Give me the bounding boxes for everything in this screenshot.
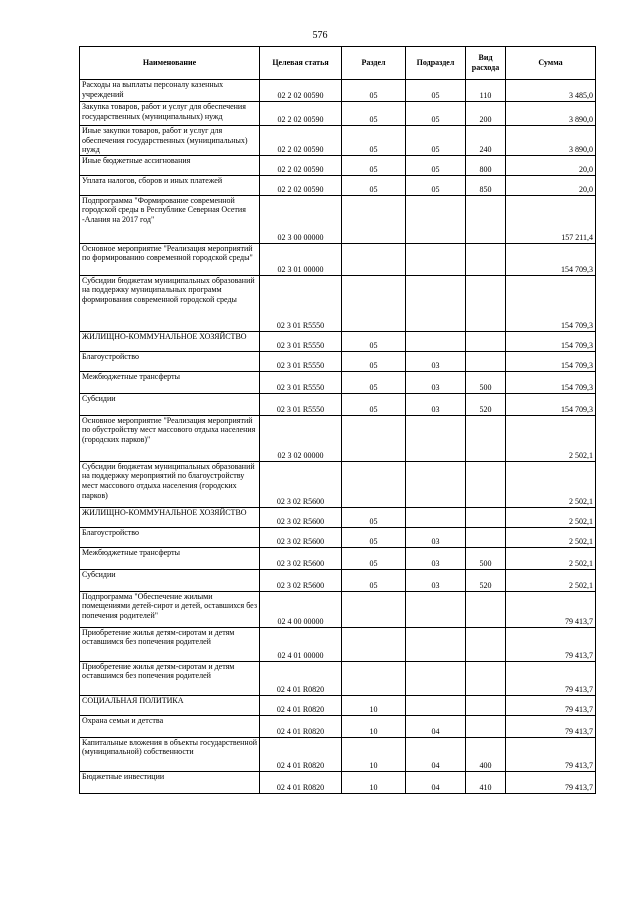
row-code: 02 4 01 R0820 xyxy=(260,771,342,793)
row-type: 200 xyxy=(466,102,506,126)
table-row xyxy=(80,155,596,175)
row-section xyxy=(342,243,406,275)
row-sum: 154 709,3 xyxy=(506,371,596,393)
page-number: 576 xyxy=(312,30,328,41)
row-section: 05 xyxy=(342,569,406,591)
table-row xyxy=(80,331,596,351)
row-name: СОЦИАЛЬНАЯ ПОЛИТИКА xyxy=(80,695,260,715)
row-type: 520 xyxy=(466,393,506,415)
row-sum: 79 413,7 xyxy=(506,591,596,627)
row-sum: 154 709,3 xyxy=(506,351,596,371)
row-type xyxy=(466,461,506,507)
row-sum: 20,0 xyxy=(506,155,596,175)
table-row xyxy=(80,126,596,156)
row-section: 05 xyxy=(342,175,406,195)
row-section xyxy=(342,661,406,695)
row-code: 02 3 01 R5550 xyxy=(260,275,342,331)
row-type xyxy=(466,415,506,461)
table-row xyxy=(80,527,596,547)
row-subsection: 03 xyxy=(406,371,466,393)
row-type xyxy=(466,627,506,661)
table-row xyxy=(80,771,596,793)
row-name: Подпрограмма "Обеспечение жилыми помещениями детей-сирот и детей, оставшихся без попечения родителей" xyxy=(80,591,260,627)
table-row xyxy=(80,591,596,627)
row-subsection: 05 xyxy=(406,126,466,156)
row-code: 02 2 02 00590 xyxy=(260,102,342,126)
row-name: Приобретение жилья детям-сиротам и детям оставшимся без попечения родителей xyxy=(80,661,260,695)
row-section: 05 xyxy=(342,126,406,156)
row-type xyxy=(466,661,506,695)
row-name: ЖИЛИЩНО-КОММУНАЛЬНОЕ ХОЗЯЙСТВО xyxy=(80,331,260,351)
row-name: Субсидии xyxy=(80,569,260,591)
row-sum: 79 413,7 xyxy=(506,771,596,793)
row-type: 800 xyxy=(466,155,506,175)
row-name: Основное мероприятие "Реализация мероприятий по формированию современной городской среды" xyxy=(80,243,260,275)
row-section: 05 xyxy=(342,507,406,527)
table-row xyxy=(80,661,596,695)
row-sum: 2 502,1 xyxy=(506,415,596,461)
table-row xyxy=(80,627,596,661)
table-row xyxy=(80,175,596,195)
table-row xyxy=(80,371,596,393)
row-type xyxy=(466,275,506,331)
row-sum: 20,0 xyxy=(506,175,596,195)
row-type: 110 xyxy=(466,80,506,102)
table-row xyxy=(80,547,596,569)
row-sum: 154 709,3 xyxy=(506,331,596,351)
row-subsection: 05 xyxy=(406,155,466,175)
row-name: Иные закупки товаров, работ и услуг для обеспечения государственных (муниципальных) нужд xyxy=(80,126,260,156)
row-section xyxy=(342,275,406,331)
row-type: 410 xyxy=(466,771,506,793)
table-body xyxy=(80,80,596,794)
row-sum: 79 413,7 xyxy=(506,695,596,715)
row-code: 02 3 02 R5600 xyxy=(260,507,342,527)
row-code: 02 3 02 R5600 xyxy=(260,527,342,547)
row-type: 520 xyxy=(466,569,506,591)
table-row xyxy=(80,393,596,415)
row-type: 400 xyxy=(466,737,506,771)
row-code: 02 4 01 R0820 xyxy=(260,737,342,771)
row-type xyxy=(466,507,506,527)
table-row xyxy=(80,351,596,371)
row-name: Охрана семьи и детства xyxy=(80,715,260,737)
row-section xyxy=(342,627,406,661)
table-row xyxy=(80,569,596,591)
row-code: 02 2 02 00590 xyxy=(260,80,342,102)
row-subsection xyxy=(406,331,466,351)
row-section: 10 xyxy=(342,737,406,771)
row-name: Закупка товаров, работ и услуг для обеспечения государственных (муниципальных) нужд xyxy=(80,102,260,126)
row-code: 02 4 01 R0820 xyxy=(260,715,342,737)
row-subsection: 04 xyxy=(406,715,466,737)
row-subsection xyxy=(406,591,466,627)
row-section: 10 xyxy=(342,715,406,737)
budget-table xyxy=(79,46,596,794)
row-code: 02 4 00 00000 xyxy=(260,591,342,627)
table-row xyxy=(80,415,596,461)
row-section: 10 xyxy=(342,695,406,715)
row-section xyxy=(342,461,406,507)
row-sum: 157 211,4 xyxy=(506,195,596,243)
row-code: 02 4 01 R0820 xyxy=(260,661,342,695)
row-section: 10 xyxy=(342,771,406,793)
row-sum: 79 413,7 xyxy=(506,661,596,695)
row-name: Иные бюджетные ассигнования xyxy=(80,155,260,175)
row-name: ЖИЛИЩНО-КОММУНАЛЬНОЕ ХОЗЯЙСТВО xyxy=(80,507,260,527)
row-section: 05 xyxy=(342,393,406,415)
row-section: 05 xyxy=(342,331,406,351)
row-sum: 79 413,7 xyxy=(506,715,596,737)
row-section: 05 xyxy=(342,351,406,371)
row-subsection: 03 xyxy=(406,569,466,591)
row-type xyxy=(466,695,506,715)
row-name: Капитальные вложения в объекты государственной (муниципальной) собственности xyxy=(80,737,260,771)
row-type xyxy=(466,591,506,627)
row-sum: 154 709,3 xyxy=(506,243,596,275)
row-sum: 3 485,0 xyxy=(506,80,596,102)
row-type: 850 xyxy=(466,175,506,195)
row-type xyxy=(466,331,506,351)
row-sum: 154 709,3 xyxy=(506,275,596,331)
table-row xyxy=(80,695,596,715)
row-name: Благоустройство xyxy=(80,351,260,371)
row-sum: 2 502,1 xyxy=(506,527,596,547)
table-header-row xyxy=(80,47,596,80)
table-row xyxy=(80,243,596,275)
row-code: 02 3 01 R5550 xyxy=(260,371,342,393)
row-subsection: 03 xyxy=(406,351,466,371)
row-code: 02 3 01 R5550 xyxy=(260,351,342,371)
header-type: Вид расхода xyxy=(466,47,506,80)
row-subsection: 03 xyxy=(406,393,466,415)
row-code: 02 3 02 R5600 xyxy=(260,569,342,591)
row-section xyxy=(342,591,406,627)
row-name: Расходы на выплаты персоналу казенных учреждений xyxy=(80,80,260,102)
row-type xyxy=(466,527,506,547)
row-section xyxy=(342,195,406,243)
row-sum: 79 413,7 xyxy=(506,627,596,661)
table-row xyxy=(80,507,596,527)
row-name: Бюджетные инвестиции xyxy=(80,771,260,793)
header-subsection: Подраздел xyxy=(406,47,466,80)
row-type: 500 xyxy=(466,371,506,393)
header-sum: Сумма xyxy=(506,47,596,80)
row-section: 05 xyxy=(342,547,406,569)
row-name: Приобретение жилья детям-сиротам и детям оставшимся без попечения родителей xyxy=(80,627,260,661)
row-code: 02 3 01 R5550 xyxy=(260,393,342,415)
row-code: 02 4 01 R0820 xyxy=(260,695,342,715)
row-sum: 79 413,7 xyxy=(506,737,596,771)
row-name: Уплата налогов, сборов и иных платежей xyxy=(80,175,260,195)
row-section: 05 xyxy=(342,371,406,393)
row-sum: 154 709,3 xyxy=(506,393,596,415)
row-sum: 3 890,0 xyxy=(506,126,596,156)
row-name: Межбюджетные трансферты xyxy=(80,547,260,569)
row-name: Субсидии xyxy=(80,393,260,415)
header-name: Наименование xyxy=(80,47,260,80)
row-subsection: 05 xyxy=(406,175,466,195)
row-name: Межбюджетные трансферты xyxy=(80,371,260,393)
row-sum: 2 502,1 xyxy=(506,547,596,569)
row-subsection: 04 xyxy=(406,737,466,771)
row-subsection xyxy=(406,195,466,243)
row-code: 02 2 02 00590 xyxy=(260,126,342,156)
row-code: 02 4 01 00000 xyxy=(260,627,342,661)
row-section: 05 xyxy=(342,155,406,175)
row-name: Благоустройство xyxy=(80,527,260,547)
row-subsection xyxy=(406,661,466,695)
row-name: Субсидии бюджетам муниципальных образований на поддержку мероприятий по благоустройству мест массового отдыха населения (городских парков) xyxy=(80,461,260,507)
row-subsection xyxy=(406,243,466,275)
row-code: 02 3 01 00000 xyxy=(260,243,342,275)
header-section: Раздел xyxy=(342,47,406,80)
row-sum: 2 502,1 xyxy=(506,507,596,527)
row-subsection xyxy=(406,507,466,527)
row-sum: 2 502,1 xyxy=(506,569,596,591)
row-subsection: 05 xyxy=(406,102,466,126)
row-type xyxy=(466,195,506,243)
row-code: 02 2 02 00590 xyxy=(260,175,342,195)
row-sum: 3 890,0 xyxy=(506,102,596,126)
row-subsection xyxy=(406,627,466,661)
row-code: 02 3 01 R5550 xyxy=(260,331,342,351)
header-code: Целевая статья xyxy=(260,47,342,80)
table-row xyxy=(80,737,596,771)
table-row xyxy=(80,102,596,126)
row-type xyxy=(466,351,506,371)
row-code: 02 3 02 R5600 xyxy=(260,547,342,569)
row-subsection: 04 xyxy=(406,771,466,793)
table-row xyxy=(80,195,596,243)
row-subsection: 03 xyxy=(406,527,466,547)
row-subsection xyxy=(406,695,466,715)
row-code: 02 3 02 00000 xyxy=(260,415,342,461)
row-code: 02 3 02 R5600 xyxy=(260,461,342,507)
row-section: 05 xyxy=(342,102,406,126)
table-row xyxy=(80,80,596,102)
table-row xyxy=(80,461,596,507)
row-subsection xyxy=(406,415,466,461)
table-row xyxy=(80,715,596,737)
row-name: Субсидии бюджетам муниципальных образований на поддержку муниципальных программ формирования современной городской среды xyxy=(80,275,260,331)
row-type: 500 xyxy=(466,547,506,569)
row-code: 02 2 02 00590 xyxy=(260,155,342,175)
row-subsection: 03 xyxy=(406,547,466,569)
row-section: 05 xyxy=(342,80,406,102)
row-section: 05 xyxy=(342,527,406,547)
row-subsection xyxy=(406,461,466,507)
row-type xyxy=(466,715,506,737)
row-name: Основное мероприятие "Реализация мероприятий по обустройству мест массового отдыха населения (городских парков)" xyxy=(80,415,260,461)
row-subsection: 05 xyxy=(406,80,466,102)
table-row xyxy=(80,275,596,331)
row-sum: 2 502,1 xyxy=(506,461,596,507)
row-code: 02 3 00 00000 xyxy=(260,195,342,243)
row-type xyxy=(466,243,506,275)
row-subsection xyxy=(406,275,466,331)
row-section xyxy=(342,415,406,461)
row-name: Подпрограмма "Формирование современной городской среды в Республике Северная Осетия -Алания на 2017 год" xyxy=(80,195,260,243)
row-type: 240 xyxy=(466,126,506,156)
